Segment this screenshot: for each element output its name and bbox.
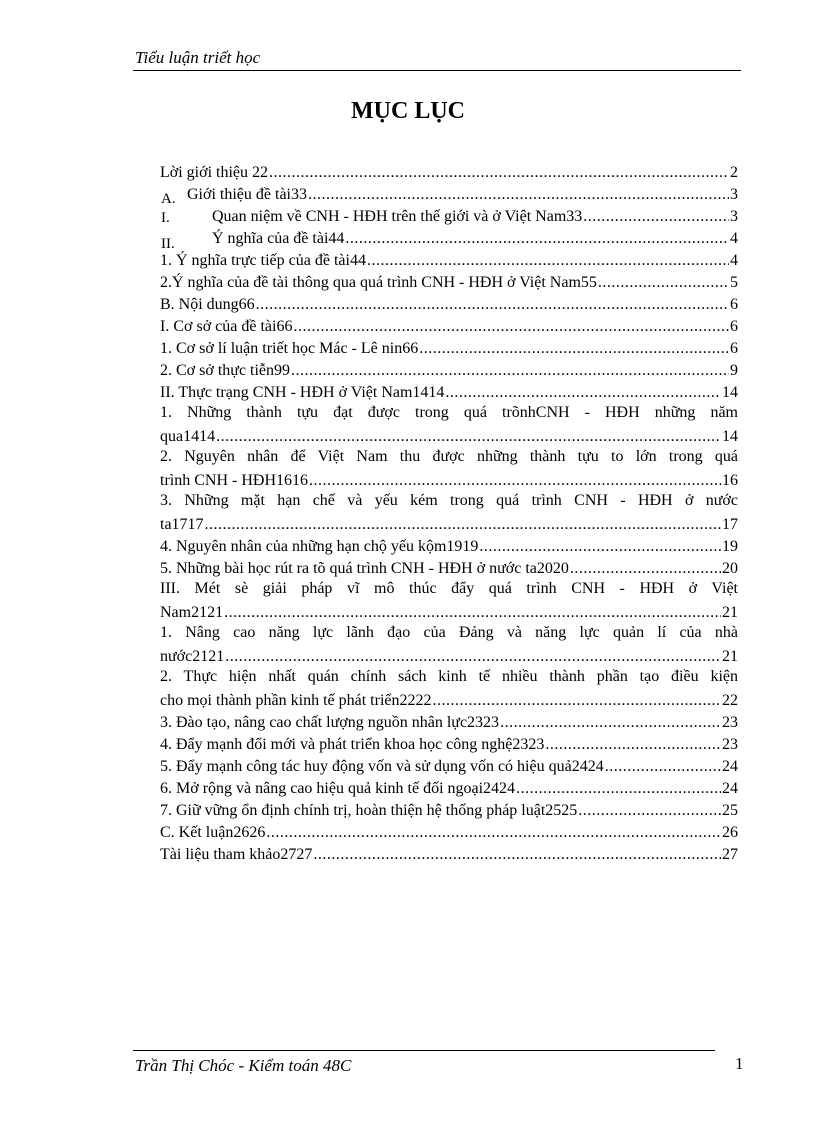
toc-leader (445, 384, 721, 402)
toc-entry[interactable] (160, 514, 738, 534)
toc-entry-page: 9 (730, 362, 738, 379)
toc-entry-first-line: 3. Những mặt hạn chế và yếu kém trong quá trình CNH - HĐH ở nước (160, 492, 738, 509)
toc-entry[interactable] (160, 536, 738, 556)
toc-entry-label: Giới thiệu đề tài33 (187, 186, 307, 203)
toc-entry[interactable] (187, 184, 738, 204)
toc-entry-page: 4 (730, 252, 738, 269)
toc-leader (291, 362, 729, 380)
toc-entry[interactable] (160, 338, 738, 358)
toc-entry-page: 21 (722, 648, 738, 665)
toc-entry-page: 14 (722, 428, 738, 445)
toc-entry-label: Ý nghĩa của đề tài44 (212, 230, 345, 247)
toc-marker-a: A. (161, 191, 176, 207)
toc-entry[interactable] (160, 470, 738, 490)
toc-entry[interactable] (160, 646, 738, 666)
toc-entry-page: 25 (722, 802, 738, 819)
toc-entry-page: 14 (722, 384, 738, 401)
toc-entry-page: 24 (722, 758, 738, 775)
toc-entry-label: C. Kết luận2626 (160, 824, 266, 841)
toc-leader (598, 274, 729, 292)
toc-leader (516, 780, 721, 798)
toc-leader (308, 186, 729, 204)
toc-leader (256, 296, 729, 314)
toc-leader (500, 714, 721, 732)
toc-entry-label: 5. Đẩy mạnh công tác huy động vốn và sử dụng vốn có hiệu quả2424 (160, 758, 604, 775)
toc-leader (205, 516, 721, 534)
toc-leader (419, 340, 729, 358)
toc-leader (225, 648, 721, 666)
toc-entry-page: 17 (722, 516, 738, 533)
toc-entry[interactable] (160, 382, 738, 402)
toc-entry-label: I. Cơ sở của đề tài66 (160, 318, 293, 335)
toc-entry[interactable] (160, 316, 738, 336)
toc-entry-page: 22 (722, 692, 738, 709)
toc-entry-page: 16 (722, 472, 738, 489)
footer-author: Trần Thị Chóc - Kiểm toán 48C (135, 1056, 352, 1075)
toc-entry-page: 26 (722, 824, 738, 841)
toc-title: MỤC LỤC (351, 98, 465, 124)
toc-entry-label: Lời giới thiệu 22 (160, 164, 269, 181)
toc-entry-page: 6 (730, 296, 738, 313)
toc-entry[interactable] (160, 844, 738, 864)
toc-marker-i: I. (161, 210, 170, 226)
toc-entry-first-line: 1. Nâng cao năng lực lãnh đạo của Đảng và năng lực quản lí của nhà (160, 624, 738, 641)
toc-entry-label: 5. Những bài học rút ra tõ quá trình CNH - HĐH ở nước ta2020 (160, 560, 569, 577)
toc-entry-label: 2.Ý nghĩa của đề tài thông qua quá trình CNH - HĐH ở Việt Nam55 (160, 274, 597, 291)
toc-entry-page: 23 (722, 736, 738, 753)
toc-entry-first-line: III. Mét sè giải pháp vĩ mô thúc đẩy quá trình CNH - HĐH ở Việt (160, 580, 738, 597)
toc-entry-label: II. Thực trạng CNH - HĐH ở Việt Nam1414 (160, 384, 445, 401)
toc-entry-label: B. Nội dung66 (160, 296, 255, 313)
toc-entry-page: 6 (730, 318, 738, 335)
toc-entry-page: 20 (722, 560, 738, 577)
toc-entry-label: ta1717 (160, 516, 204, 533)
toc-entry[interactable] (160, 426, 738, 446)
toc-leader (570, 560, 721, 578)
toc-entry[interactable] (160, 734, 738, 754)
toc-entry-label: cho mọi thành phần kinh tế phát triển2222 (160, 692, 432, 709)
toc-entry-label: Tài liệu tham khảo2727 (160, 846, 313, 863)
toc-entry[interactable] (160, 162, 738, 182)
toc-entry-page: 27 (722, 846, 738, 863)
toc-entry[interactable] (160, 822, 738, 842)
toc-entry[interactable] (160, 558, 738, 578)
toc-entry[interactable] (160, 602, 738, 622)
toc-entry[interactable] (160, 294, 738, 314)
toc-leader (433, 692, 722, 710)
toc-entry-label: 4. Đẩy mạnh đổi mới và phát triển khoa học công nghệ2323 (160, 736, 545, 753)
page-number: 1 (735, 1054, 744, 1073)
toc-leader (216, 428, 721, 446)
footer-rule (133, 1050, 715, 1051)
toc-entry[interactable] (160, 712, 738, 732)
toc-leader (266, 824, 721, 842)
toc-entry-label: 2. Cơ sở thực tiễn99 (160, 362, 291, 379)
toc-entry-label: 1. Ý nghĩa trực tiếp của đề tài44 (160, 252, 366, 269)
toc-entry-label: 4. Nguyên nhân của những hạn chộ yếu kộm1919 (160, 538, 479, 555)
toc-entry-first-line: 1. Những thành tựu đạt được trong quá trõnhCNH - HĐH những năm (160, 404, 738, 421)
toc-entry[interactable] (160, 690, 738, 710)
toc-leader (605, 758, 721, 776)
toc-entry-page: 19 (722, 538, 738, 555)
header-rule (133, 70, 741, 71)
toc-leader (479, 538, 721, 556)
toc-entry-page: 2 (730, 164, 738, 181)
toc-entry-page: 6 (730, 340, 738, 357)
toc-entry[interactable] (212, 228, 738, 248)
toc-leader (269, 164, 729, 182)
toc-leader (309, 472, 721, 490)
toc-entry-label: Nam2121 (160, 604, 224, 621)
toc-entry[interactable] (160, 756, 738, 776)
toc-entry[interactable] (160, 800, 738, 820)
toc-entry-label: 3. Đào tạo, nâng cao chất lượng nguồn nhân lực2323 (160, 714, 500, 731)
toc-leader (293, 318, 729, 336)
toc-entry-first-line: 2. Thực hiện nhất quán chính sách kinh tế nhiều thành phần tạo điều kiện (160, 668, 738, 685)
toc-leader (367, 252, 729, 270)
toc-entry-label: 7. Giữ vững ổn định chính trị, hoàn thiện hệ thống pháp luật2525 (160, 802, 578, 819)
toc-entry-page: 5 (730, 274, 738, 291)
toc-leader (583, 208, 729, 226)
toc-marker-ii: II. (161, 236, 175, 252)
toc-leader (313, 846, 721, 864)
toc-entry[interactable] (160, 360, 738, 380)
toc-leader (545, 736, 721, 754)
toc-leader (345, 230, 729, 248)
toc-entry[interactable] (160, 272, 738, 292)
toc-entry-page: 3 (730, 208, 738, 225)
toc-entry-label: trình CNH - HĐH1616 (160, 472, 308, 489)
toc-entry-label: qua1414 (160, 428, 216, 445)
toc-entry[interactable] (160, 250, 738, 270)
toc-leader (224, 604, 721, 622)
toc-entry-first-line: 2. Nguyên nhân để Việt Nam thu được những thành tựu to lớn trong quá (160, 448, 738, 465)
toc-entry-label: 1. Cơ sở lí luận triết học Mác - Lê nin66 (160, 340, 419, 357)
toc-entry-page: 4 (730, 230, 738, 247)
toc-entry-page: 23 (722, 714, 738, 731)
toc-entry[interactable] (212, 206, 738, 226)
toc-entry-page: 21 (722, 604, 738, 621)
toc-leader (578, 802, 721, 820)
page-header-title: Tiểu luận triết học (135, 48, 261, 67)
toc-entry-page: 24 (722, 780, 738, 797)
toc-entry-label: Quan niệm về CNH - HĐH trên thế giới và ở Việt Nam33 (212, 208, 583, 225)
toc-entry[interactable] (160, 778, 738, 798)
toc-entry-label: nước2121 (160, 648, 225, 665)
toc-entry-page: 3 (730, 186, 738, 203)
toc-entry-label: 6. Mở rộng và nâng cao hiệu quả kinh tế đối ngoại2424 (160, 780, 516, 797)
